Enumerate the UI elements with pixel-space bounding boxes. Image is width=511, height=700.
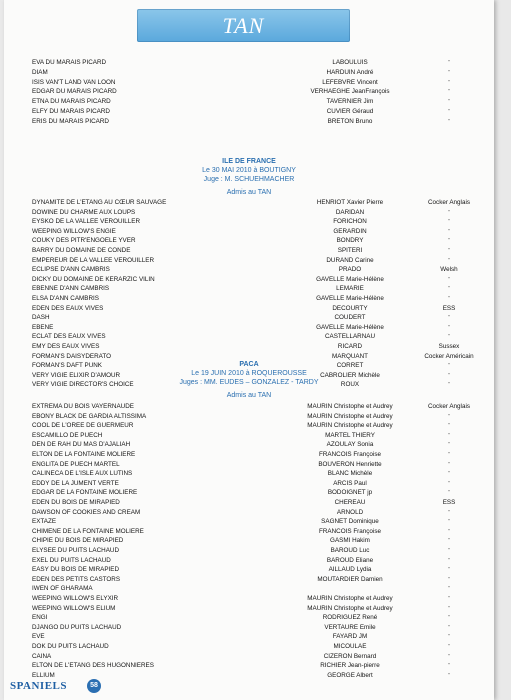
- breed: ": [448, 442, 450, 449]
- owner-name: MARTEL THIERY: [325, 431, 375, 439]
- dog-name: ELSA D'ANN CAMBRIS: [32, 295, 99, 302]
- dog-name: COUKY DES PITR'ENGOELE YVER: [32, 237, 136, 245]
- owner-name: PRADO: [338, 266, 362, 274]
- breed: ": [448, 60, 450, 66]
- list-row: [4, 87, 494, 97]
- breed: Cocker Américain: [424, 352, 474, 360]
- owner-name: BODOIGNET jp: [327, 489, 373, 497]
- dog-name: CALINECA DE L'ISLE AUX LUTINS: [32, 470, 133, 478]
- breed: ": [448, 372, 450, 379]
- breed: ": [448, 89, 450, 96]
- owner-name: VERHAEGHE JeanFrançois: [310, 88, 390, 96]
- list-row: [4, 556, 494, 566]
- breed: ": [448, 334, 450, 341]
- breed: ": [448, 672, 450, 679]
- dog-name: CHIPIE DU BOIS DE MIRAPIED: [32, 537, 124, 545]
- breed: ": [448, 413, 450, 420]
- breed: ": [448, 257, 450, 264]
- dog-name: BARRY DU DOMAINE DE CONDE: [32, 247, 131, 254]
- owner-name: MOUTARDIER Damien: [317, 575, 383, 583]
- owner-name: CORRET: [336, 362, 364, 370]
- list-row: [4, 431, 494, 441]
- owner-name: FAYARD JM: [332, 633, 368, 641]
- owner-name: BOUVERON Henriette: [318, 460, 382, 468]
- dog-name: WEEPING WILLOW'S ELYXIR: [32, 595, 119, 602]
- list-row: [4, 584, 494, 594]
- dog-name: ESCAMILLO DE PUECH: [32, 431, 103, 439]
- breed: ": [448, 432, 450, 439]
- dog-name: EDDY DE LA JUMENT VERTE: [32, 479, 119, 487]
- dog-name: EXEL DU PUITS LACHAUD: [32, 556, 111, 564]
- section-region: PACA: [239, 361, 259, 368]
- breed: ": [448, 69, 450, 76]
- breed: ": [448, 79, 450, 86]
- breed: ": [448, 99, 450, 106]
- dog-name: DJANGO DU PUITS LACHAUD: [32, 623, 122, 631]
- dog-name: DASH: [32, 314, 50, 322]
- list-row: [4, 198, 494, 208]
- dog-name: EYSKO DE LA VALLEE VEROUILLER: [32, 218, 141, 226]
- breed: ": [448, 596, 450, 602]
- owner-name: BAROUD Eliane: [326, 556, 374, 564]
- dog-name: EMY DES EAUX VIVES: [32, 343, 100, 350]
- dog-name: CHIMENE DE LA FONTAINE MOLIERE: [32, 527, 144, 535]
- owner-name: LEFEBVRE Vincent: [322, 78, 378, 86]
- list-row: [4, 217, 494, 227]
- dog-name: EVA DU MARAIS PICARD: [32, 59, 107, 66]
- dog-name: EBENNE D'ANN CAMBRIS: [32, 285, 110, 293]
- owner-name: TAVERNIER Jim: [326, 98, 374, 106]
- list-row: [4, 594, 494, 604]
- breed: ": [448, 228, 450, 235]
- owner-name: MAURIN Christophe et Audrey: [307, 422, 393, 430]
- breed: ": [448, 423, 450, 430]
- owner-name: RICHIER Jean-pierre: [320, 662, 380, 670]
- owner-name: FORICHON: [333, 218, 367, 226]
- breed: ": [448, 509, 450, 516]
- dog-name: EDGAR DE LA FONTAINE MOLIERE: [32, 489, 138, 497]
- list-row: [4, 256, 494, 266]
- owner-name: MAURIN Christophe et Audrey: [307, 403, 393, 410]
- list-row: [4, 227, 494, 237]
- breed: ": [448, 624, 450, 631]
- list-row: [4, 313, 494, 323]
- dog-name: ELFY DU MARAIS PICARD: [32, 108, 110, 115]
- section-date: Le 30 MAI 2010 à BOUTIGNY: [202, 167, 296, 174]
- owner-name: VERTAURE Emile: [324, 623, 376, 631]
- list-row: [4, 412, 494, 422]
- dog-name: EASY DU BOIS DE MIRAPIED: [32, 566, 120, 574]
- list-row: [4, 652, 494, 662]
- breed: Sussex: [438, 343, 460, 350]
- title-banner: [137, 9, 350, 42]
- list-row: [4, 479, 494, 489]
- list-row: [4, 421, 494, 431]
- list-row: [4, 208, 494, 218]
- owner-name: GEORGE Albert: [327, 671, 373, 679]
- list-row: [4, 58, 494, 68]
- list-row: [4, 294, 494, 304]
- owner-name: AZOULAY Sonia: [326, 441, 374, 449]
- owner-name: GASMI Hakim: [330, 537, 370, 545]
- list-row: [4, 642, 494, 652]
- list-row: [4, 323, 494, 333]
- owner-name: SAGNET Dominique: [321, 518, 379, 526]
- owner-name: DURAND Carine: [326, 256, 374, 264]
- list-row: [4, 402, 494, 412]
- owner-name: HARDUIN André: [326, 68, 374, 76]
- breed: ": [448, 490, 450, 497]
- magazine-brand: SPANIELS: [10, 680, 67, 692]
- owner-name: LABOULUIS: [332, 59, 368, 66]
- breed: Welsh: [440, 266, 458, 274]
- owner-name: FRANCOIS Françoise: [319, 527, 381, 535]
- owner-name: FRANCOIS Françoise: [319, 451, 381, 458]
- breed: ": [448, 586, 450, 593]
- breed: ": [448, 653, 450, 660]
- list-row: [4, 284, 494, 294]
- breed: ESS: [442, 499, 456, 506]
- list-row: [4, 78, 494, 88]
- owner-name: CHEREAU: [334, 499, 366, 506]
- list-row: [4, 498, 494, 508]
- list-row: [4, 546, 494, 556]
- list-row: [4, 304, 494, 314]
- list-row: [4, 488, 494, 498]
- section-region: ILE DE FRANCE: [222, 158, 276, 165]
- breed: ": [448, 480, 450, 487]
- owner-name: GERARDIN: [333, 227, 367, 235]
- list-row: [4, 236, 494, 246]
- list-row: [4, 460, 494, 470]
- section-judge: Juges : MM. EUDES – GONZALEZ - TARDY: [179, 379, 319, 386]
- magazine-page: [4, 0, 494, 700]
- dog-name: DOWINE DU CHARME AUX LOUPS: [32, 208, 136, 216]
- list-row: [4, 440, 494, 450]
- dog-name: WEEPING WILLOW'S ELIUM: [32, 604, 116, 612]
- dog-name: DEN DE RAH DU MAS D'AJALIAH: [32, 441, 131, 449]
- list-row: [4, 527, 494, 537]
- dog-name: EBONY BLACK DE GARDIA ALTISSIMA: [32, 412, 147, 420]
- dog-name: ENGLITA DE PUECH MARTEL: [32, 460, 120, 468]
- breed: ": [448, 528, 450, 535]
- owner-name: BLANC Michèle: [327, 470, 373, 478]
- breed: ": [448, 286, 450, 293]
- breed: ": [448, 452, 450, 458]
- owner-name: ARCIS Paul: [333, 479, 367, 487]
- dog-name: EDGAR DU MARAIS PICARD: [32, 88, 117, 96]
- list-row: [4, 246, 494, 256]
- owner-name: RICARD: [337, 343, 363, 350]
- dog-name: EMPEREUR DE LA VALLEE VEROUILLER: [32, 256, 155, 264]
- owner-name: LEMARIE: [336, 285, 364, 293]
- breed: Cocker Anglais: [428, 403, 470, 410]
- breed: ": [448, 605, 450, 612]
- list-row: [4, 604, 494, 614]
- section-judge: Juge : M. SCHUEHMACHER: [203, 176, 295, 183]
- breed: ": [448, 567, 450, 574]
- dog-name: VERY VIGIE ELIXIR D'AMOUR: [32, 371, 121, 379]
- owner-name: MAURIN Christophe et Audrey: [307, 604, 393, 612]
- breed: ": [448, 209, 450, 216]
- section-admitted: Admis au TAN: [226, 392, 272, 399]
- breed: ": [448, 109, 450, 115]
- owner-name: CASTELLARNAU: [324, 333, 376, 341]
- dog-name: DIAM: [32, 68, 48, 76]
- breed: ESS: [442, 304, 456, 312]
- dog-name: FORMAN'S DAISYDERATO: [32, 352, 111, 360]
- page-footer: [4, 676, 494, 698]
- list-row: [4, 469, 494, 479]
- breed: ": [448, 219, 450, 226]
- owner-name: GAVELLE Marie-Hélène: [316, 295, 384, 302]
- breed: ": [448, 315, 450, 322]
- list-row: [4, 565, 494, 575]
- section-date: Le 19 JUIN 2010 à ROQUEROUSSE: [191, 370, 307, 377]
- owner-name: SPITERI: [337, 247, 363, 254]
- list-row: [4, 97, 494, 107]
- list-row: [4, 623, 494, 633]
- dog-name: EXTREMA DU BOIS VAYERNAUDE: [32, 403, 134, 410]
- breed: ": [448, 461, 450, 468]
- owner-name: GAVELLE Marie-Hélène: [316, 275, 384, 283]
- owner-name: MAURIN Christophe et Audrey: [307, 412, 393, 420]
- dog-name: CAINA: [32, 652, 52, 660]
- owner-name: GAVELLE Marie-Hélène: [316, 323, 384, 331]
- owner-name: MARQUANT: [331, 352, 369, 360]
- breed: ": [448, 248, 450, 254]
- owner-name: MICOULAE: [333, 643, 367, 650]
- owner-name: CABROLIER Michèle: [320, 371, 380, 379]
- breed: ": [448, 363, 450, 370]
- owner-name: AILLAUD Lydia: [328, 566, 372, 574]
- dog-name: ETNA DU MARAIS PICARD: [32, 98, 111, 106]
- dog-name: IWEN OF GHARAMA: [32, 585, 93, 593]
- list-row: [4, 68, 494, 78]
- dog-name: ENGI: [32, 614, 48, 622]
- owner-name: RODRIGUEZ René: [322, 614, 378, 622]
- breed: ": [448, 276, 450, 283]
- owner-name: MAURIN Christophe et Audrey: [307, 595, 393, 602]
- owner-name: CIZERON Bernard: [323, 652, 377, 660]
- list-row: [4, 342, 494, 352]
- list-row: [4, 613, 494, 623]
- breed: ": [448, 382, 450, 389]
- breed: ": [448, 324, 450, 331]
- list-row: [4, 661, 494, 671]
- list-row: [4, 632, 494, 642]
- breed: ": [448, 548, 450, 554]
- page-title: TAN: [222, 13, 265, 38]
- dog-name: EDEN DU BOIS DE MIRAPIED: [32, 499, 120, 506]
- dog-name: FORMAN'S DAFT PUNK: [32, 362, 103, 370]
- owner-name: ARNOLD: [336, 508, 364, 516]
- dog-name: EVE: [32, 633, 45, 641]
- dog-name: ELLIUM: [32, 671, 55, 679]
- dog-name: ECLIPSE D'ANN CAMBRIS: [32, 266, 110, 274]
- dog-name: ISIS VAN'T LAND VAN LOON: [32, 78, 116, 86]
- owner-name: DECOURTY: [332, 304, 368, 312]
- dog-name: ELTON DE LA FONTAINE MOLIERE: [32, 451, 136, 458]
- breed: ": [448, 663, 450, 670]
- page-number-badge: 58: [87, 679, 101, 693]
- breed: ": [448, 644, 450, 650]
- owner-name: BONDRY: [336, 237, 364, 245]
- list-row: [4, 117, 494, 127]
- dog-name: DOK DU PUITS LACHAUD: [32, 643, 109, 650]
- list-row: [4, 332, 494, 342]
- dog-name: VERY VIGIE DIRECTOR'S CHOICE: [32, 381, 134, 389]
- list-row: [4, 517, 494, 527]
- owner-name: BAROUD Luc: [330, 547, 370, 554]
- dog-name: DYNAMITE DE L'ETANG AU CŒUR SAUVAGE: [32, 199, 167, 206]
- dog-name: EDEN DES EAUX VIVES: [32, 304, 104, 312]
- owner-name: ROUX: [340, 381, 360, 389]
- list-row: [4, 265, 494, 275]
- owner-name: COUDERT: [334, 314, 366, 322]
- dog-name: DICKY DU DOMAINE DE KERARZIC VILIN: [32, 275, 155, 283]
- owner-name: DARIDAN: [335, 208, 365, 216]
- owner-name: CUVIER Géraud: [326, 108, 374, 115]
- dog-name: EBENE: [32, 323, 54, 331]
- breed: ": [448, 471, 450, 478]
- breed: ": [448, 538, 450, 545]
- dog-name: ELTON DE L'ETANG DES HUGONNIERES: [32, 662, 154, 670]
- dog-name: EDEN DES PETITS CASTORS: [32, 575, 121, 583]
- breed: ": [448, 557, 450, 564]
- owner-name: BRETON Bruno: [327, 117, 373, 125]
- breed: ": [448, 296, 450, 302]
- breed: Cocker Anglais: [428, 199, 470, 206]
- dog-name: ERIS DU MARAIS PICARD: [32, 117, 109, 125]
- dog-name: EXTAZE: [32, 518, 57, 526]
- dog-name: WEEPING WILLOW'S ENGIE: [32, 227, 116, 235]
- breed: ": [448, 576, 450, 583]
- list-row: [4, 508, 494, 518]
- breed: ": [448, 615, 450, 622]
- list-row: [4, 536, 494, 546]
- dog-name: ECLAT DES EAUX VIVES: [32, 333, 106, 341]
- list-row: [4, 107, 494, 117]
- breed: ": [448, 519, 450, 526]
- breed: ": [448, 634, 450, 641]
- breed: ": [448, 238, 450, 245]
- owner-name: HENRIOT Xavier Pierre: [316, 199, 384, 206]
- section-admitted: Admis au TAN: [226, 189, 272, 196]
- list-row: [4, 275, 494, 285]
- list-row: [4, 450, 494, 460]
- dog-name: COOL DE L'OREE DE GUERMEUR: [32, 422, 134, 430]
- list-row: [4, 575, 494, 585]
- dog-name: DAWSON OF COOKIES AND CREAM: [32, 508, 141, 516]
- dog-name: ELYSEE DU PUITS LACHAUD: [32, 547, 120, 554]
- breed: ": [448, 118, 450, 125]
